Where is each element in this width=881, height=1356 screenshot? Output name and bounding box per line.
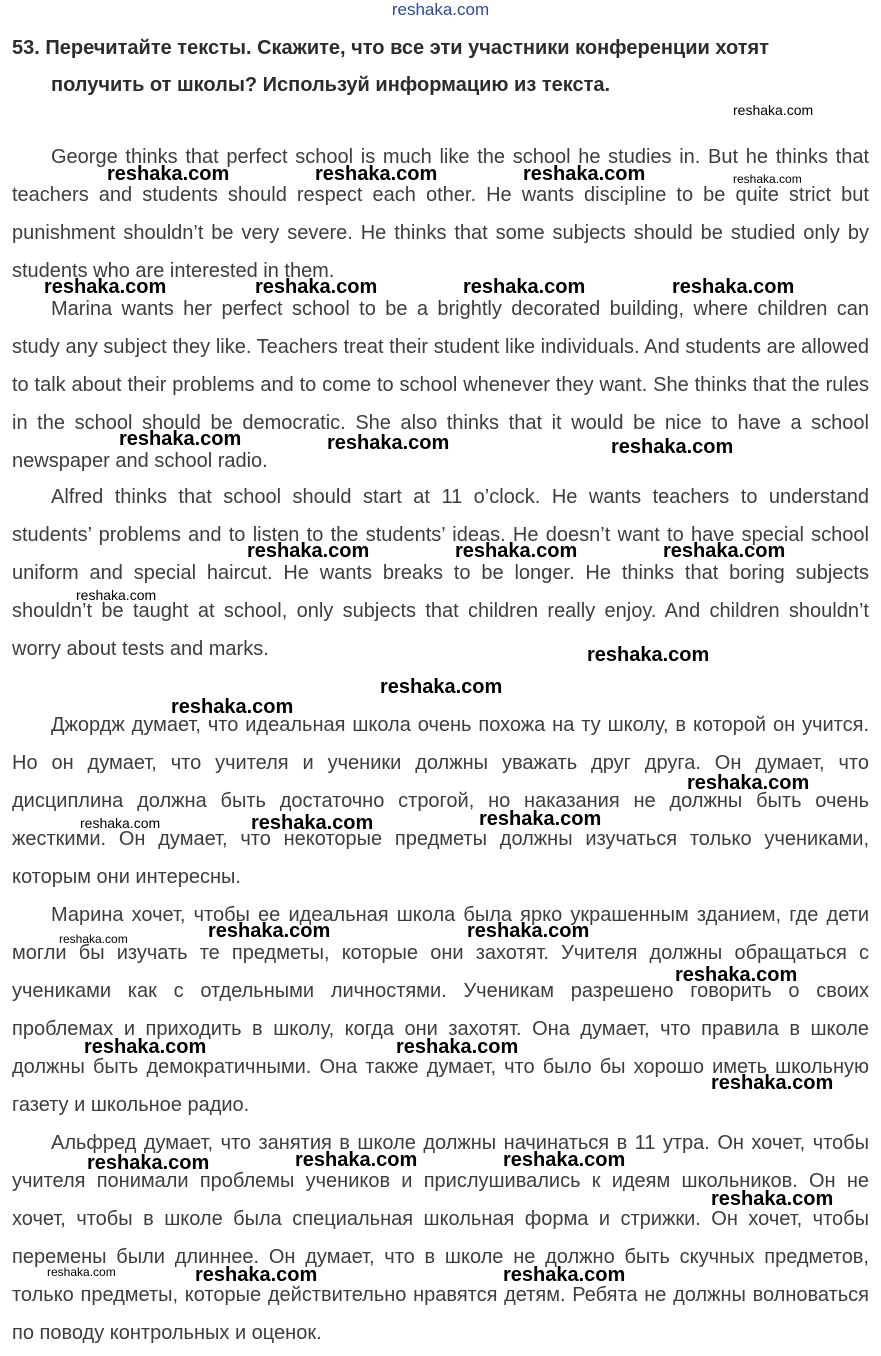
watermark: reshaka.com [479, 808, 602, 830]
russian-paragraph-george: Джордж думает, что идеальная школа очень похожа на ту школу, в которой он учится. Но он думает, что учителя и ученики должны уважать друг друга. Он думает, что дисциплина должна быть достаточно строгой, но наказания не должны быть очень жесткими. Он думает, что некоторые предметы должны изучаться только учениками, которым они интересны. [12, 714, 869, 888]
watermark: reshaka.com [195, 1264, 318, 1286]
watermark: reshaka.com [523, 163, 646, 185]
watermark: reshaka.com [733, 172, 802, 186]
english-paragraph-alfred: Alfred thinks that school should start at 11 o’clock. He wants teachers to understand students’ problems and to listen to the students’ ideas. He doesn’t want to have special school uniform and special haircut. He wants breaks to be longer. He thinks that boring subjects shouldn’t be taught at school, only subjects that children really enjoy. And children shouldn’t worry about tests and marks. [12, 486, 869, 660]
watermark: reshaka.com [455, 540, 578, 562]
watermark: reshaka.com [47, 1265, 116, 1279]
watermark: reshaka.com [251, 812, 374, 834]
watermark: reshaka.com [107, 163, 230, 185]
watermark: reshaka.com [467, 920, 590, 942]
watermark: reshaka.com [503, 1149, 626, 1171]
watermark: reshaka.com [380, 676, 503, 698]
task-line-1: 53. Перечитайте тексты. Скажите, что все эти участники конференции хотят [12, 37, 769, 59]
watermark: reshaka.com [295, 1149, 418, 1171]
watermark: reshaka.com [663, 540, 786, 562]
watermark: reshaka.com [208, 920, 331, 942]
russian-paragraph-marina: Марина хочет, чтобы ее идеальная школа была ярко украшенным зданием, где дети могли бы изучать те предметы, которые они захотят. Учителя должны обращаться с учениками как с отдельными личностями. Ученикам разрешено говорить о своих проблемах и приходить в школу, когда они захотят. Она думает, что правила в школе должны быть демократичными. Она также думает, что было бы хорошо иметь школьную газету и школьное радио. [12, 904, 869, 1116]
watermark: reshaka.com [87, 1152, 210, 1174]
watermark: reshaka.com [672, 276, 795, 298]
watermark: reshaka.com [76, 587, 157, 603]
watermark: reshaka.com [611, 436, 734, 458]
russian-paragraph-alfred: Альфред думает, что занятия в школе должны начинаться в 11 утра. Он хочет, чтобы учителя понимали проблемы учеников и прислушивались к идеям школьников. Он не хочет, чтобы в школе была специальная школьная форма и стрижки. Он хочет, чтобы перемены были длиннее. Он думает, что в школе не должно быть скучных предметов, только предметы, которые действительно нравятся детям. Ребята не должны волноваться по поводу контрольных и оценок. [12, 1132, 869, 1344]
watermark: reshaka.com [675, 964, 798, 986]
watermark: reshaka.com [315, 163, 438, 185]
watermark: reshaka.com [587, 644, 710, 666]
watermark: reshaka.com [687, 772, 810, 794]
watermark: reshaka.com [396, 1036, 519, 1058]
watermark: reshaka.com [44, 276, 167, 298]
task-heading [12, 30, 870, 104]
english-paragraph-george: George thinks that perfect school is much like the school he studies in. But he thinks that teachers and students should respect each other. He wants discipline to be quite strict but punishment shouldn’t be very severe. He thinks that some subjects should be studied only by students who are interested in them. [12, 146, 869, 282]
watermark: reshaka.com [733, 102, 814, 118]
watermark: reshaka.com [119, 428, 242, 450]
watermark: reshaka.com [59, 932, 128, 946]
task-line-2: получить от школы? Используй информацию из текста. [51, 74, 611, 96]
watermark: reshaka.com [255, 276, 378, 298]
watermark: reshaka.com [503, 1264, 626, 1286]
watermark: reshaka.com [84, 1036, 207, 1058]
watermark: reshaka.com [247, 540, 370, 562]
watermark: reshaka.com [711, 1072, 834, 1094]
site-header-watermark: reshaka.com [391, 0, 490, 19]
watermark: reshaka.com [80, 815, 161, 831]
watermark: reshaka.com [327, 432, 450, 454]
watermark: reshaka.com [463, 276, 586, 298]
english-paragraph-marina: Marina wants her perfect school to be a brightly decorated building, where children can study any subject they like. Teachers treat their student like individuals. And students are allowed to talk about their problems and to come to school whenever they want. She thinks that the rules in the school should be democratic. She also thinks that it would be nice to have a school newspaper and school radio. [12, 298, 869, 472]
watermark: reshaka.com [711, 1188, 834, 1210]
watermark: reshaka.com [171, 696, 294, 718]
